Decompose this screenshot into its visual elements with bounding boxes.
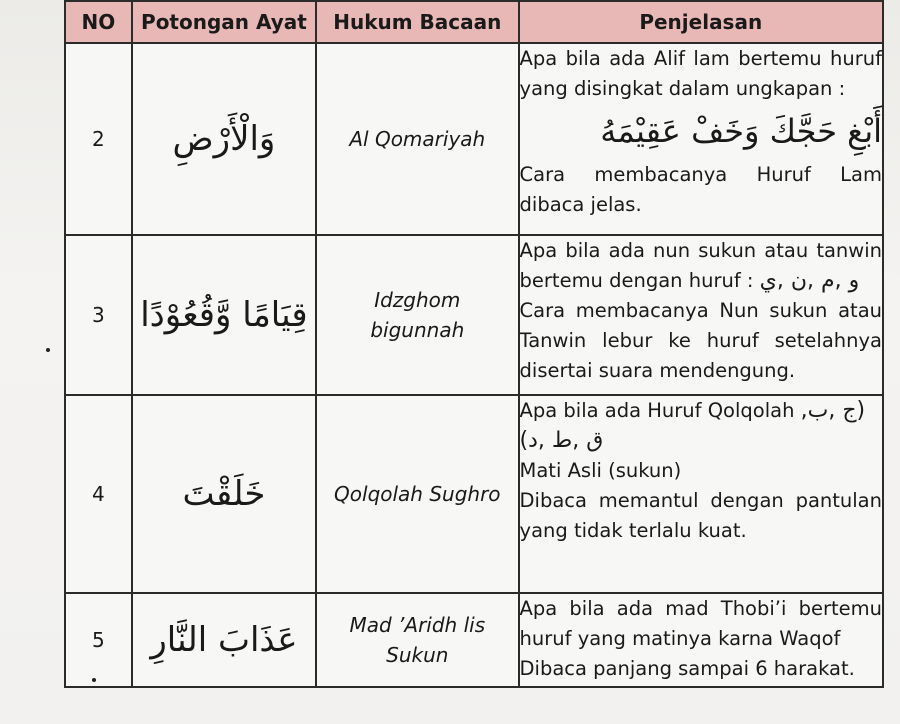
ayat-fragment: خَلَقْتَ xyxy=(132,395,316,593)
penjelasan xyxy=(519,235,883,395)
tajwid-table xyxy=(64,0,884,688)
penjelasan-line: Mati Asli (sukun) xyxy=(519,459,682,482)
header-penjelasan: Penjelasan xyxy=(519,1,883,43)
hukum-line: Idzghom xyxy=(374,288,461,312)
hukum-bacaan xyxy=(316,593,518,687)
table-header-row xyxy=(65,1,883,43)
hukum-line: bigunnah xyxy=(370,318,465,342)
row-number: 2 xyxy=(65,43,132,235)
ayat-fragment: قِيَامًا وَّقُعُوْدًا xyxy=(132,235,316,395)
hukum-bacaan xyxy=(316,235,518,395)
penjelasan-line: Apa bila ada Alif lam bertemu huruf xyxy=(519,47,882,70)
penjelasan-line: Dibaca memantul dengan pantulan xyxy=(519,489,882,512)
penjelasan xyxy=(519,593,883,687)
row-number: 5 xyxy=(65,593,132,687)
penjelasan-line: Apa bila ada nun sukun atau tanwin xyxy=(519,239,882,262)
penjelasan-line: Dibaca panjang sampai 6 harakat. xyxy=(519,657,855,680)
ayat-fragment: وَالْأَرْضِ xyxy=(132,43,316,235)
arabic-letters: (ق ,ط ,د xyxy=(519,428,604,453)
table-row xyxy=(65,235,883,395)
penjelasan-line xyxy=(520,266,882,296)
penjelasan-line: Cara membacanya Huruf Lam xyxy=(519,163,882,186)
table-row xyxy=(65,43,883,235)
penjelasan-line: huruf yang matinya karna Waqof xyxy=(519,627,841,650)
penjelasan-line: yang disingkat dalam ungkapan : xyxy=(519,77,846,100)
penjelasan-line xyxy=(520,396,882,426)
hukum-line: Sukun xyxy=(386,643,449,667)
header-no: NO xyxy=(65,1,132,43)
penjelasan-text: bertemu dengan huruf : xyxy=(519,269,760,292)
hukum-line: Mad ’Aridh lis xyxy=(349,613,486,637)
ayat-fragment: عَذَابَ النَّارِ xyxy=(132,593,316,687)
row-number: 4 xyxy=(65,395,132,593)
table-row xyxy=(65,395,883,593)
arabic-letters: ,ج ,ب) xyxy=(800,398,866,423)
penjelasan-text: Apa bila ada Huruf Qolqolah xyxy=(519,399,801,422)
penjelasan-line: dibaca jelas. xyxy=(519,193,642,216)
table-row xyxy=(65,593,883,687)
header-potongan-ayat: Potongan Ayat xyxy=(132,1,316,43)
row-number: 3 xyxy=(65,235,132,395)
header-hukum-bacaan: Hukum Bacaan xyxy=(316,1,518,43)
penjelasan-line: disertai suara mendengung. xyxy=(519,359,796,382)
arabic-phrase: أَبْغِ حَجَّكَ وَخَفْ عَقِيْمَهُ xyxy=(600,112,882,150)
penjelasan-line: yang tidak terlalu kuat. xyxy=(519,519,747,542)
penjelasan-line: Tanwin lebur ke huruf setelahnya xyxy=(519,329,882,352)
hukum-bacaan: Al Qomariyah xyxy=(316,43,518,235)
penjelasan-line xyxy=(520,426,882,456)
arabic-letters: و ,م ,ن ,ي xyxy=(759,268,860,293)
hukum-bacaan: Qolqolah Sughro xyxy=(316,395,518,593)
margin-dot xyxy=(92,678,96,682)
penjelasan-line: Cara membacanya Nun sukun atau xyxy=(519,299,882,322)
margin-dot xyxy=(46,348,50,352)
penjelasan xyxy=(519,395,883,593)
penjelasan xyxy=(519,43,883,235)
penjelasan-line: Apa bila ada mad Thobi’i bertemu xyxy=(519,597,882,620)
